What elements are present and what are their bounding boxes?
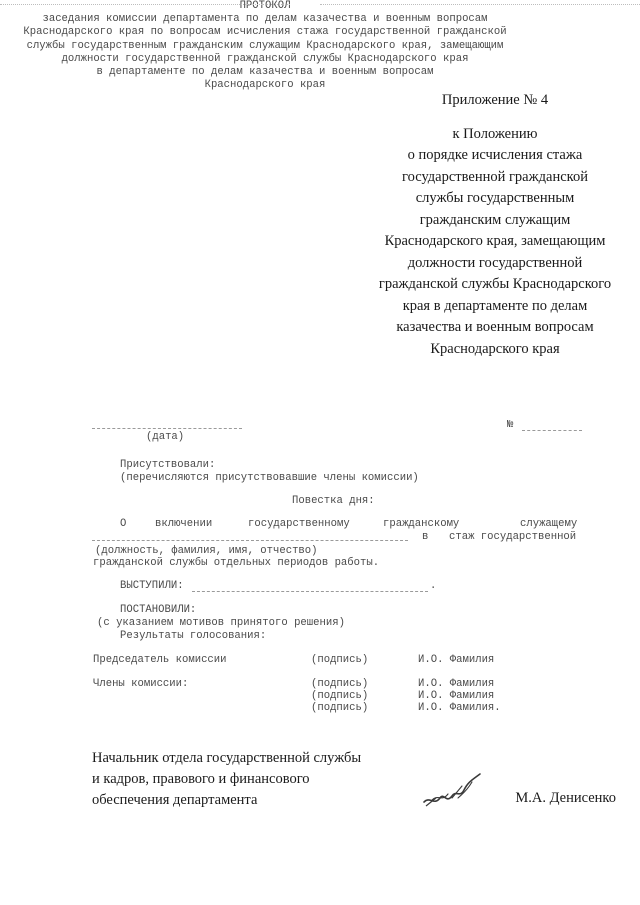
- decided-label: ПОСТАНОВИЛИ:: [120, 604, 197, 616]
- spoke-line: [192, 591, 428, 592]
- header-line: гражданским служащим: [419, 211, 571, 228]
- handwritten-signature: [422, 772, 484, 810]
- protocol-line: Краснодарского края: [204, 79, 326, 92]
- member-sign-hint: (подпись): [311, 690, 369, 702]
- decided-hint: (с указанием мотивов принятого решения): [97, 617, 345, 629]
- footer-line: и кадров, правового и финансового: [92, 771, 310, 787]
- date-line: [92, 428, 242, 429]
- header-line: Краснодарского края: [430, 340, 560, 357]
- members-label: Члены комиссии:: [93, 678, 189, 690]
- top-edge-line: [0, 4, 290, 5]
- agenda-last-line: гражданской службы отдельных периодов работы.: [93, 557, 380, 569]
- header-line: государственной гражданской: [402, 168, 588, 185]
- agenda-word: О: [120, 518, 127, 530]
- header-line: должности государственной: [407, 254, 583, 271]
- member-name-hint: И.О. Фамилия.: [418, 702, 501, 714]
- member-sign-hint: (подпись): [311, 678, 369, 690]
- agenda-in-word: в: [422, 531, 429, 543]
- spoke-label: ВЫСТУПИЛИ:: [120, 580, 184, 592]
- appendix-header: [360, 90, 630, 360]
- protocol-line: Краснодарского края по вопросам исчисления стажа государственной гражданской: [23, 26, 507, 39]
- date-label: (дата): [146, 431, 185, 443]
- present-label: Присутствовали:: [120, 459, 216, 471]
- footer-line: обеспечения департамента: [92, 792, 258, 808]
- director-name: М.А. Денисенко: [515, 790, 616, 806]
- footer-line: Начальник отдела государственной службы: [92, 750, 362, 766]
- agenda-word: государственному: [248, 518, 350, 530]
- header-line: края в департаменте по делам: [402, 297, 588, 314]
- protocol-line: должности государственной гражданской службы Краснодарского края: [61, 52, 469, 65]
- agenda-title: Повестка дня:: [292, 495, 375, 507]
- header-line: о порядке исчисления стажа: [407, 147, 583, 163]
- header-line: к Положению: [452, 125, 538, 142]
- agenda-word: служащему: [520, 518, 578, 530]
- number-line: [522, 430, 582, 431]
- header-line: Краснодарского края, замещающим: [384, 233, 606, 249]
- protocol-line: в департаменте по делам казачества и военным вопросам: [96, 66, 434, 79]
- agenda-word: гражданскому: [383, 518, 460, 530]
- agenda-hint: (должность, фамилия, имя, отчество): [95, 545, 318, 557]
- number-label: №: [507, 419, 514, 431]
- protocol-heading: [0, 0, 530, 92]
- agenda-name-line: [92, 540, 408, 541]
- chair-label: Председатель комиссии: [93, 654, 227, 666]
- voting-results-label: Результаты голосования:: [120, 630, 267, 642]
- top-edge-line-right: [320, 4, 640, 5]
- header-line: казачества и военным вопросам: [396, 319, 594, 335]
- header-line: службы государственным: [415, 190, 575, 206]
- spoke-dot: .: [430, 580, 437, 592]
- appendix-title: Приложение № 4: [441, 92, 549, 108]
- protocol-line: заседания комиссии департамента по делам казачества и военным вопросам: [42, 13, 488, 26]
- chair-name-hint: И.О. Фамилия: [418, 654, 495, 666]
- agenda-tail: стаж государственной: [449, 531, 577, 543]
- footer-position: [92, 748, 361, 811]
- chair-sign-hint: (подпись): [311, 654, 369, 666]
- member-name-hint: И.О. Фамилия: [418, 678, 495, 690]
- protocol-title: ПРОТОКОЛ: [239, 0, 291, 12]
- member-name-hint: И.О. Фамилия: [418, 690, 495, 702]
- protocol-line: службы государственным гражданским служащим Краснодарского края, замещающим: [26, 39, 504, 52]
- agenda-word: включении: [155, 518, 213, 530]
- header-line: гражданской службы Краснодарского: [378, 276, 612, 292]
- member-sign-hint: (подпись): [311, 702, 369, 714]
- present-hint: (перечисляются присутствовавшие члены комиссии): [120, 472, 419, 484]
